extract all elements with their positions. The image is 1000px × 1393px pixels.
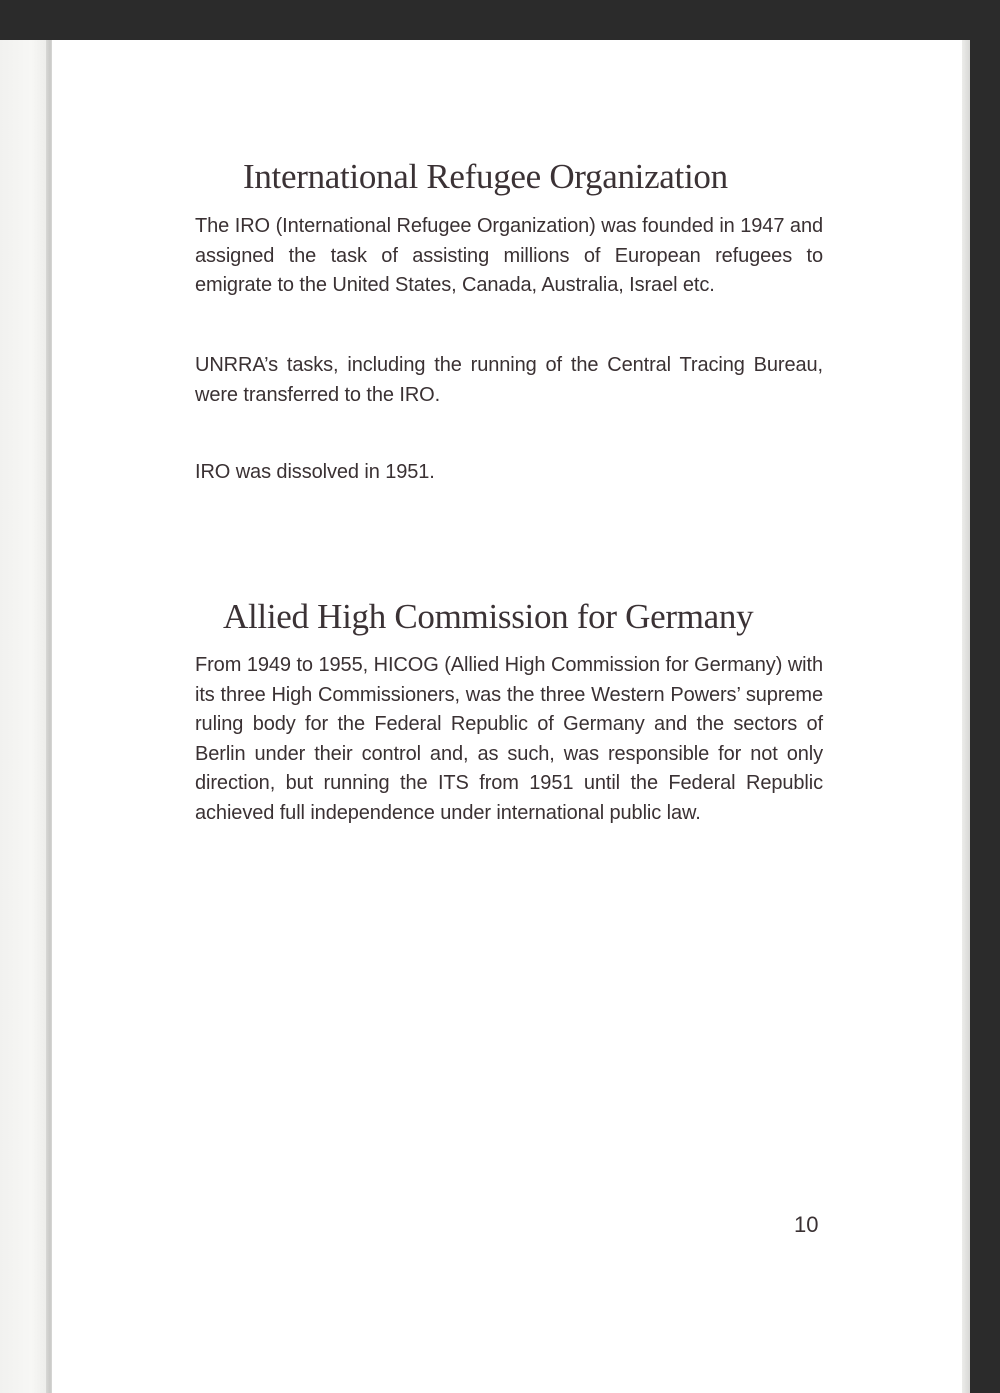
page-number: 10 [794, 1212, 819, 1237]
paragraph-iro-dissolved: IRO was dissolved in 1951. [195, 461, 435, 483]
section-heading-hicog: Allied High Commission for Germany [223, 597, 754, 636]
page-right-edge [962, 40, 970, 1393]
paragraph-hicog: From 1949 to 1955, HICOG (Allied High Commission for Germany) with its three High Commissioners, was the three Western Powers’ supreme ruling body for the Federal Republic of Germany and the sectors of Berlin under their control and, as such, was responsible for not only direction, but running the ITS from 1951 until the Federal Republic achieved full independence under international public law. [195, 654, 823, 824]
section-heading-iro: International Refugee Organization [243, 157, 728, 196]
left-page-edge [0, 40, 52, 1393]
paragraph-iro-founding: The IRO (International Refugee Organization) was founded in 1947 and assigned the task of assisting millions of European refugees to emigrate to the United States, Canada, Australia, Israel etc. [195, 215, 823, 296]
paragraph-unrra-tasks: UNRRA’s tasks, including the running of the Central Tracing Bureau, were transferred to the IRO. [195, 354, 823, 406]
